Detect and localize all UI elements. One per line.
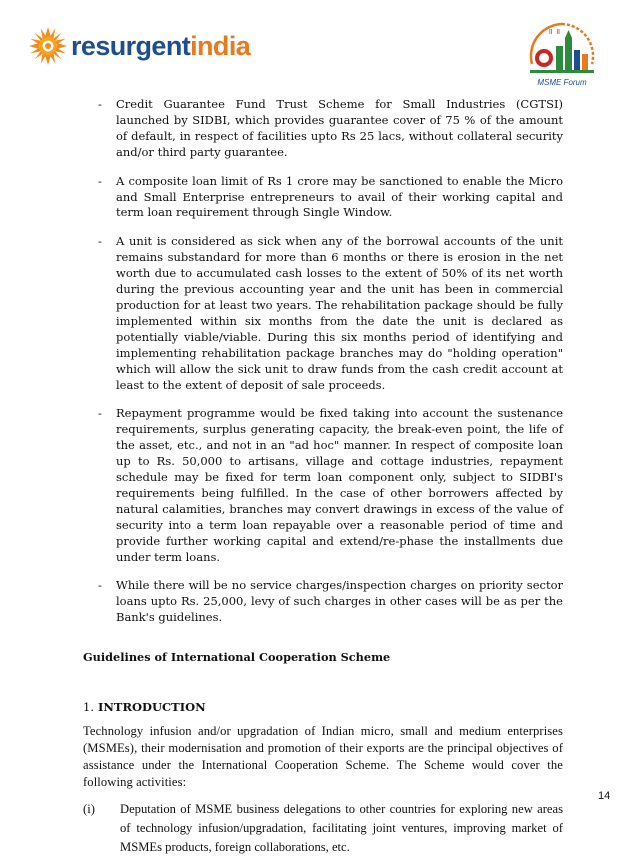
page-content [83,97,563,857]
list-item-text: A unit is considered as sick when any of the borrowal accounts of the unit remains substandard for more than 6 months or there is erosion in the net worth due to accumulated cash losses to the extent of 50% of its net worth during the previous accounting year and the unit has been in commercial production for at least two years. The rehabilitation package should be fully implemented within six months from the date the unit is declared as potentially viable/viable. During this six months period of identifying and implementing rehabilitation package branches may do "holding operation" which will allow the sick unit to draw funds from the cash credit account at least to the extent of deposit of sale proceeds. [116,234,563,392]
svg-text:॥ ॥: ॥ ॥ [548,27,561,36]
bullet-marker: - [98,173,102,188]
brand-name-part1: resurgent [71,30,191,61]
list-item [83,578,563,626]
sun-logo-icon [28,26,68,66]
list-item [83,97,563,161]
intro-paragraph: Technology infusion and/or upgradation of Indian micro, small and medium enterprises (MSMEs), their modernisation and promotion of their exports are the principal objectives of assistance under the International Cooperation Scheme. The Scheme would cover the following activities: [83,724,563,790]
list-item [83,234,563,393]
resurgentindia-logo [28,26,250,66]
intro-heading [83,700,563,714]
list-item [83,406,563,565]
activity-text: Deputation of MSME business delegations to other countries for exploring new areas of technology infusion/upgradation, facilitating joint ventures, improving market of MSMEs products, foreign collaborations, etc. [120,802,563,855]
activity-number: (i) [83,802,95,817]
bullet-marker: - [98,97,102,111]
brand-name [71,30,251,61]
bullet-marker: - [98,578,102,593]
intro-number: 1. [83,700,94,715]
page-number: 14 [598,790,611,802]
bullet-marker: - [98,406,102,421]
list-item-text: Repayment programme would be fixed taking into account the sustenance requirements, surplus generating capacity, the break-even point, the life of the asset, etc., and not in an "ad hoc" manner. In respect of composite loan up to Rs. 50,000 to artisans, village and cottage industries, repayment schedule may be fixed for term loan component only, subject to SIDBI's requirements being fulfilled. In the case of other borrowers affected by natural calamities, branches may convert drawings in excess of the value of security into a term loan repayable over a reasonable period of time and provide further working capital and extend/re-phase the installments due under term loans. [116,406,563,564]
page-header [0,0,638,90]
forum-label: MSME Forum [537,78,587,87]
msme-forum-emblem-icon [518,8,606,82]
list-item-text: Credit Guarantee Fund Trust Scheme for Small Industries (CGTSI) launched by SIDBI, which provides guarantee cover of 75 % of the amount of default, in respect of facilities upto Rs 25 lacs, without collateral security and/or third party guarantee. [116,97,563,159]
msme-forum-logo [518,8,606,94]
list-item-text: While there will be no service charges/inspection charges on priority sector loans upto Rs. 25,000, levy of such charges in other cases will be as per the Bank's guidelines. [116,578,563,625]
intro-title: INTRODUCTION [98,700,206,715]
section-heading: Guidelines of International Cooperation Scheme [83,650,391,665]
bullet-list [83,97,563,626]
bullet-marker: - [98,234,102,249]
list-item-text: A composite loan limit of Rs 1 crore may be sanctioned to enable the Micro and Small Enterprise entrepreneurs to avail of their working capital and term loan requirement through Single Window. [116,173,563,220]
list-item [83,174,563,222]
activity-item [83,800,563,857]
brand-name-part2: india [190,30,251,61]
